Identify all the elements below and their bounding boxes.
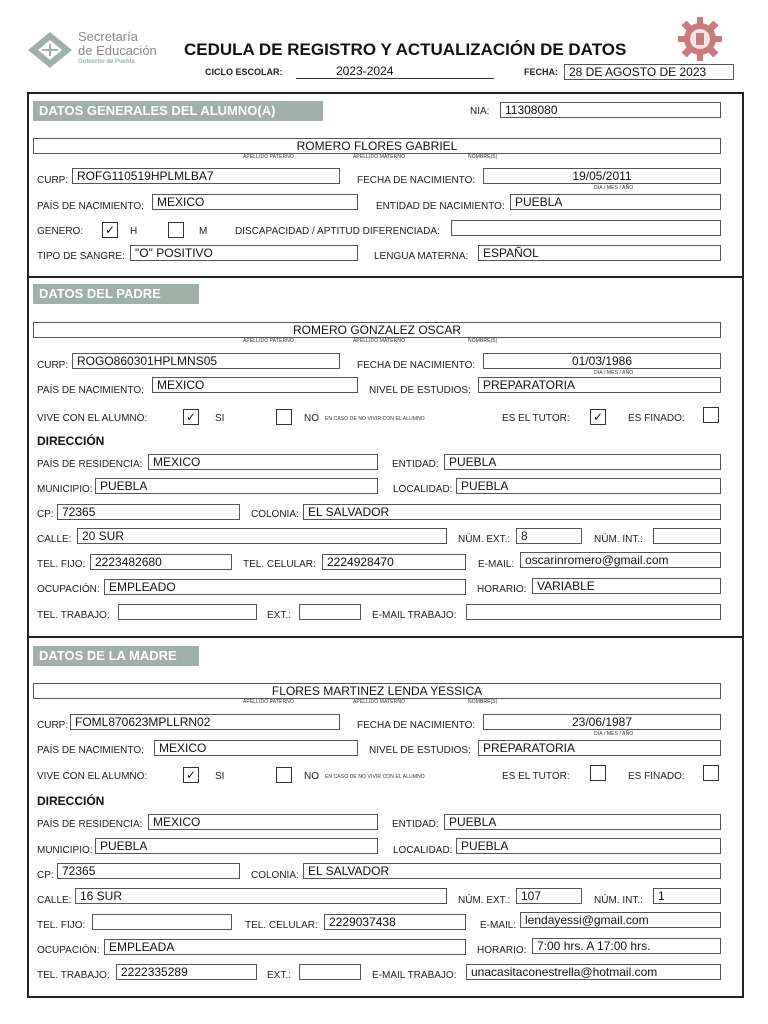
padre-tel-trabajo-input[interactable]: [118, 604, 257, 620]
madre-ext-input[interactable]: [299, 964, 361, 980]
madre-pais-nac-input[interactable]: MEXICO: [154, 740, 358, 756]
madre-ocupacion-label: OCUPACIÓN:: [37, 945, 100, 956]
madre-tel-fijo-label: TEL. FIJO:: [37, 920, 86, 931]
padre-no-label: NO: [304, 413, 319, 424]
madre-apellido-materno-caption: APELLIDO MATERNO: [353, 699, 406, 705]
fecha-label: FECHA:: [524, 67, 558, 77]
padre-ext-input[interactable]: [299, 604, 361, 620]
madre-calle-input[interactable]: 16 SUR: [75, 888, 447, 904]
madre-apellido-paterno-caption: APELLIDO PATERNO: [243, 699, 294, 705]
padre-num-ext-input[interactable]: 8: [516, 528, 582, 544]
madre-tel-trabajo-label: TEL. TRABAJO:: [37, 970, 110, 981]
madre-email-input[interactable]: lendayessi@gmail.com: [520, 912, 721, 928]
madre-localidad-input[interactable]: PUEBLA: [456, 838, 721, 854]
madre-nivel-label: NIVEL DE ESTUDIOS:: [369, 745, 471, 756]
madre-finado-checkbox[interactable]: [703, 765, 719, 781]
padre-section-title: DATOS DEL PADRE: [33, 284, 199, 304]
madre-email-trabajo-label: E-MAIL TRABAJO:: [372, 970, 457, 981]
madre-ext-label: EXT.:: [267, 970, 291, 981]
padre-municipio-input[interactable]: PUEBLA: [95, 478, 378, 494]
sangre-label: TIPO DE SANGRE:: [37, 251, 125, 262]
madre-tel-fijo-input[interactable]: [92, 914, 232, 930]
madre-num-ext-label: NÚM. EXT.:: [458, 895, 511, 906]
madre-dia-mes-ano-caption: DÍA / MES / AÑO: [594, 731, 634, 737]
school-gear-logo: [676, 15, 724, 63]
genero-h-label: H: [130, 226, 138, 237]
madre-colonia-input[interactable]: EL SALVADOR: [303, 863, 721, 879]
padre-pais-res-label: PAÍS DE RESIDENCIA:: [37, 459, 143, 470]
genero-m-label: M: [199, 226, 208, 237]
padre-ext-label: EXT.:: [267, 610, 291, 621]
padre-apellido-paterno-caption: APELLIDO PATERNO: [243, 338, 294, 344]
padre-direccion-heading: DIRECCIÓN: [37, 434, 105, 448]
padre-vive-si-checkbox[interactable]: ✓: [183, 409, 199, 425]
padre-tutor-checkbox[interactable]: ✓: [590, 409, 606, 425]
gear-icon: [676, 15, 724, 63]
madre-curp-label: CURP:: [37, 720, 69, 731]
sep-logo: [26, 30, 74, 78]
logo-line2: de Educación: [78, 43, 157, 58]
madre-finado-label: ES FINADO:: [628, 771, 685, 782]
madre-cp-input[interactable]: 72365: [57, 863, 240, 879]
madre-tutor-label: ES EL TUTOR:: [502, 771, 570, 782]
logo-line3: Gobierno de Puebla: [78, 59, 135, 65]
madre-horario-label: HORARIO:: [477, 945, 527, 956]
padre-municipio-label: MUNICIPIO:: [37, 484, 93, 495]
madre-direccion-heading: DIRECCIÓN: [37, 794, 105, 808]
padre-horario-label: HORARIO:: [477, 584, 527, 595]
madre-fecha-nac-input[interactable]: 23/06/1987: [483, 714, 721, 730]
padre-tel-fijo-label: TEL. FIJO:: [37, 559, 86, 570]
discapacidad-input[interactable]: [451, 220, 721, 236]
madre-no-label: NO: [304, 771, 319, 782]
padre-no-vivir-caption: EN CASO DE NO VIVIR CON EL ALUMNO: [325, 416, 425, 422]
madre-num-int-label: NÚM. INT.:: [594, 895, 643, 906]
padre-nombre-input[interactable]: ROMERO GONZALEZ OSCAR: [33, 322, 721, 338]
padre-calle-input[interactable]: 20 SUR: [77, 528, 447, 544]
padre-horario-input[interactable]: VARIABLE: [532, 578, 721, 594]
madre-vive-no-checkbox[interactable]: [276, 767, 292, 783]
padre-colonia-label: COLONIA:: [251, 509, 299, 520]
sep-logo-icon: [26, 30, 74, 70]
padre-pais-nac-input[interactable]: MEXICO: [152, 377, 358, 393]
padre-pais-res-input[interactable]: MEXICO: [148, 454, 378, 470]
discapacidad-label: DISCAPACIDAD / APTITUD DIFERENCIADA:: [235, 226, 440, 237]
alumno-dia-mes-ano-caption: DÍA / MES / AÑO: [594, 185, 634, 191]
alumno-curp-input[interactable]: ROFG110519HPLMLBA7: [72, 168, 340, 184]
lengua-label: LENGUA MATERNA:: [374, 251, 469, 262]
alumno-entidad-label: ENTIDAD DE NACIMIENTO:: [376, 201, 505, 212]
genero-m-checkbox[interactable]: [168, 222, 184, 238]
nombres-caption: NOMBRE(S): [468, 154, 498, 160]
apellido-materno-caption: APELLIDO MATERNO: [353, 154, 406, 160]
alumno-curp-label: CURP:: [37, 175, 69, 186]
padre-curp-label: CURP:: [37, 360, 69, 371]
padre-entidad-label: ENTIDAD:: [392, 459, 439, 470]
padre-fecha-nac-input[interactable]: 01/03/1986: [483, 353, 721, 369]
madre-municipio-label: MUNICIPIO:: [37, 845, 93, 856]
padre-nombres-caption: NOMBRE(S): [468, 338, 498, 344]
padre-ocupacion-label: OCUPACIÓN:: [37, 584, 100, 595]
padre-fecha-nac-label: FECHA DE NACIMIENTO:: [357, 360, 476, 371]
madre-nombre-input[interactable]: FLORES MARTINEZ LENDA YESSICA: [33, 683, 721, 699]
madre-vive-label: VIVE CON EL ALUMNO:: [37, 771, 148, 782]
madre-tel-celular-input[interactable]: 2229037438: [324, 914, 466, 930]
madre-tutor-checkbox[interactable]: [590, 765, 606, 781]
padre-tel-celular-label: TEL. CELULAR:: [243, 559, 316, 570]
madre-num-int-input[interactable]: 1: [653, 888, 721, 904]
madre-pais-nac-label: PAÍS DE NACIMIENTO:: [37, 745, 144, 756]
padre-localidad-input[interactable]: PUEBLA: [456, 478, 721, 494]
padre-num-ext-label: NÚM. EXT.:: [458, 534, 511, 545]
alumno-section-title: DATOS GENERALES DEL ALUMNO(A): [33, 101, 323, 121]
madre-nombres-caption: NOMBRE(S): [468, 699, 498, 705]
madre-no-vivir-caption: EN CASO DE NO VIVIR CON EL ALUMNO: [325, 774, 425, 780]
padre-nivel-input[interactable]: PREPARATORIA: [478, 377, 721, 393]
padre-finado-checkbox[interactable]: [703, 407, 719, 423]
padre-email-trabajo-label: E-MAIL TRABAJO:: [372, 610, 457, 621]
fecha-value[interactable]: 28 DE AGOSTO DE 2023: [564, 64, 734, 80]
padre-dia-mes-ano-caption: DÍA / MES / AÑO: [594, 370, 634, 376]
madre-vive-si-checkbox[interactable]: ✓: [183, 767, 199, 783]
alumno-pais-nac-label: PAÍS DE NACIMIENTO:: [37, 201, 144, 212]
padre-apellido-materno-caption: APELLIDO MATERNO: [353, 338, 406, 344]
madre-si-label: SI: [215, 771, 225, 782]
madre-municipio-input[interactable]: PUEBLA: [95, 838, 378, 854]
madre-horario-input[interactable]: 7:00 hrs. A 17:00 hrs.: [532, 938, 721, 954]
padre-si-label: SI: [215, 413, 225, 424]
padre-cp-input[interactable]: 72365: [57, 504, 240, 520]
padre-cp-label: CP:: [37, 509, 54, 520]
padre-colonia-input[interactable]: EL SALVADOR: [303, 504, 721, 520]
madre-entidad-input[interactable]: PUEBLA: [444, 814, 721, 830]
padre-finado-label: ES FINADO:: [628, 413, 685, 424]
madre-ocupacion-input[interactable]: EMPLEADA: [104, 939, 466, 955]
padre-vive-label: VIVE CON EL ALUMNO:: [37, 413, 148, 424]
padre-tel-celular-input[interactable]: 2224928470: [322, 554, 466, 570]
padre-email-label: E-MAIL:: [478, 559, 515, 570]
madre-tel-trabajo-input[interactable]: 2222335289: [116, 964, 257, 980]
ciclo-label: CICLO ESCOLAR:: [205, 67, 283, 77]
madre-section-title: DATOS DE LA MADRE: [33, 646, 199, 666]
padre-email-input[interactable]: oscarinromero@gmail.com: [520, 552, 721, 568]
madre-num-ext-input[interactable]: 107: [516, 888, 582, 904]
padre-localidad-label: LOCALIDAD:: [393, 484, 453, 495]
genero-h-checkbox[interactable]: ✓: [102, 222, 118, 238]
alumno-nombre-input[interactable]: ROMERO FLORES GABRIEL: [33, 138, 721, 154]
madre-calle-label: CALLE:: [37, 895, 72, 906]
padre-tel-trabajo-label: TEL. TRABAJO:: [37, 610, 110, 621]
madre-localidad-label: LOCALIDAD:: [393, 845, 453, 856]
madre-pais-res-label: PAÍS DE RESIDENCIA:: [37, 819, 143, 830]
padre-num-int-label: NÚM. INT.:: [594, 534, 643, 545]
padre-calle-label: CALLE:: [37, 534, 72, 545]
page-title: CEDULA DE REGISTRO Y ACTUALIZACIÓN DE DATOS: [184, 40, 627, 59]
sangre-input[interactable]: "O" POSITIVO: [130, 245, 358, 261]
padre-ocupacion-input[interactable]: EMPLEADO: [104, 579, 466, 595]
madre-fecha-nac-label: FECHA DE NACIMIENTO:: [357, 720, 476, 731]
padre-vive-no-checkbox[interactable]: [276, 409, 292, 425]
lengua-input[interactable]: ESPAÑOL: [478, 245, 721, 261]
madre-email-trabajo-input[interactable]: unacasitaconestrella@hotmail.com: [466, 964, 721, 980]
genero-label: GENERO:: [37, 226, 84, 237]
alumno-fecha-nac-input[interactable]: 19/05/2011: [483, 168, 721, 184]
madre-email-label: E-MAIL:: [480, 920, 517, 931]
madre-cp-label: CP:: [37, 870, 54, 881]
padre-curp-input[interactable]: ROGO860301HPLMNS05: [72, 353, 340, 369]
padre-tel-fijo-input[interactable]: 2223482680: [90, 554, 232, 570]
padre-tutor-label: ES EL TUTOR:: [502, 413, 570, 424]
madre-tel-celular-label: TEL. CELULAR:: [245, 920, 318, 931]
padre-entidad-input[interactable]: PUEBLA: [444, 454, 721, 470]
nia-input[interactable]: 11308080: [500, 102, 721, 118]
padre-email-trabajo-input[interactable]: [466, 604, 721, 620]
alumno-pais-nac-input[interactable]: MEXICO: [152, 194, 358, 210]
padre-num-int-input[interactable]: [653, 528, 721, 544]
padre-nivel-label: NIVEL DE ESTUDIOS:: [369, 385, 471, 396]
alumno-entidad-input[interactable]: PUEBLA: [510, 194, 721, 210]
madre-entidad-label: ENTIDAD:: [392, 819, 439, 830]
madre-pais-res-input[interactable]: MEXICO: [148, 814, 378, 830]
nia-label: NIA:: [470, 106, 490, 117]
madre-colonia-label: COLONIA:: [251, 870, 299, 881]
ciclo-value[interactable]: 2023-2024: [296, 64, 494, 79]
madre-curp-input[interactable]: FOML870623MPLLRN02: [70, 714, 340, 730]
apellido-paterno-caption: APELLIDO PATERNO: [243, 154, 294, 160]
madre-nivel-input[interactable]: PREPARATORIA: [478, 740, 721, 756]
padre-pais-nac-label: PAÍS DE NACIMIENTO:: [37, 385, 144, 396]
alumno-fecha-nac-label: FECHA DE NACIMIENTO:: [357, 175, 476, 186]
logo-line1: Secretaría: [78, 29, 138, 44]
